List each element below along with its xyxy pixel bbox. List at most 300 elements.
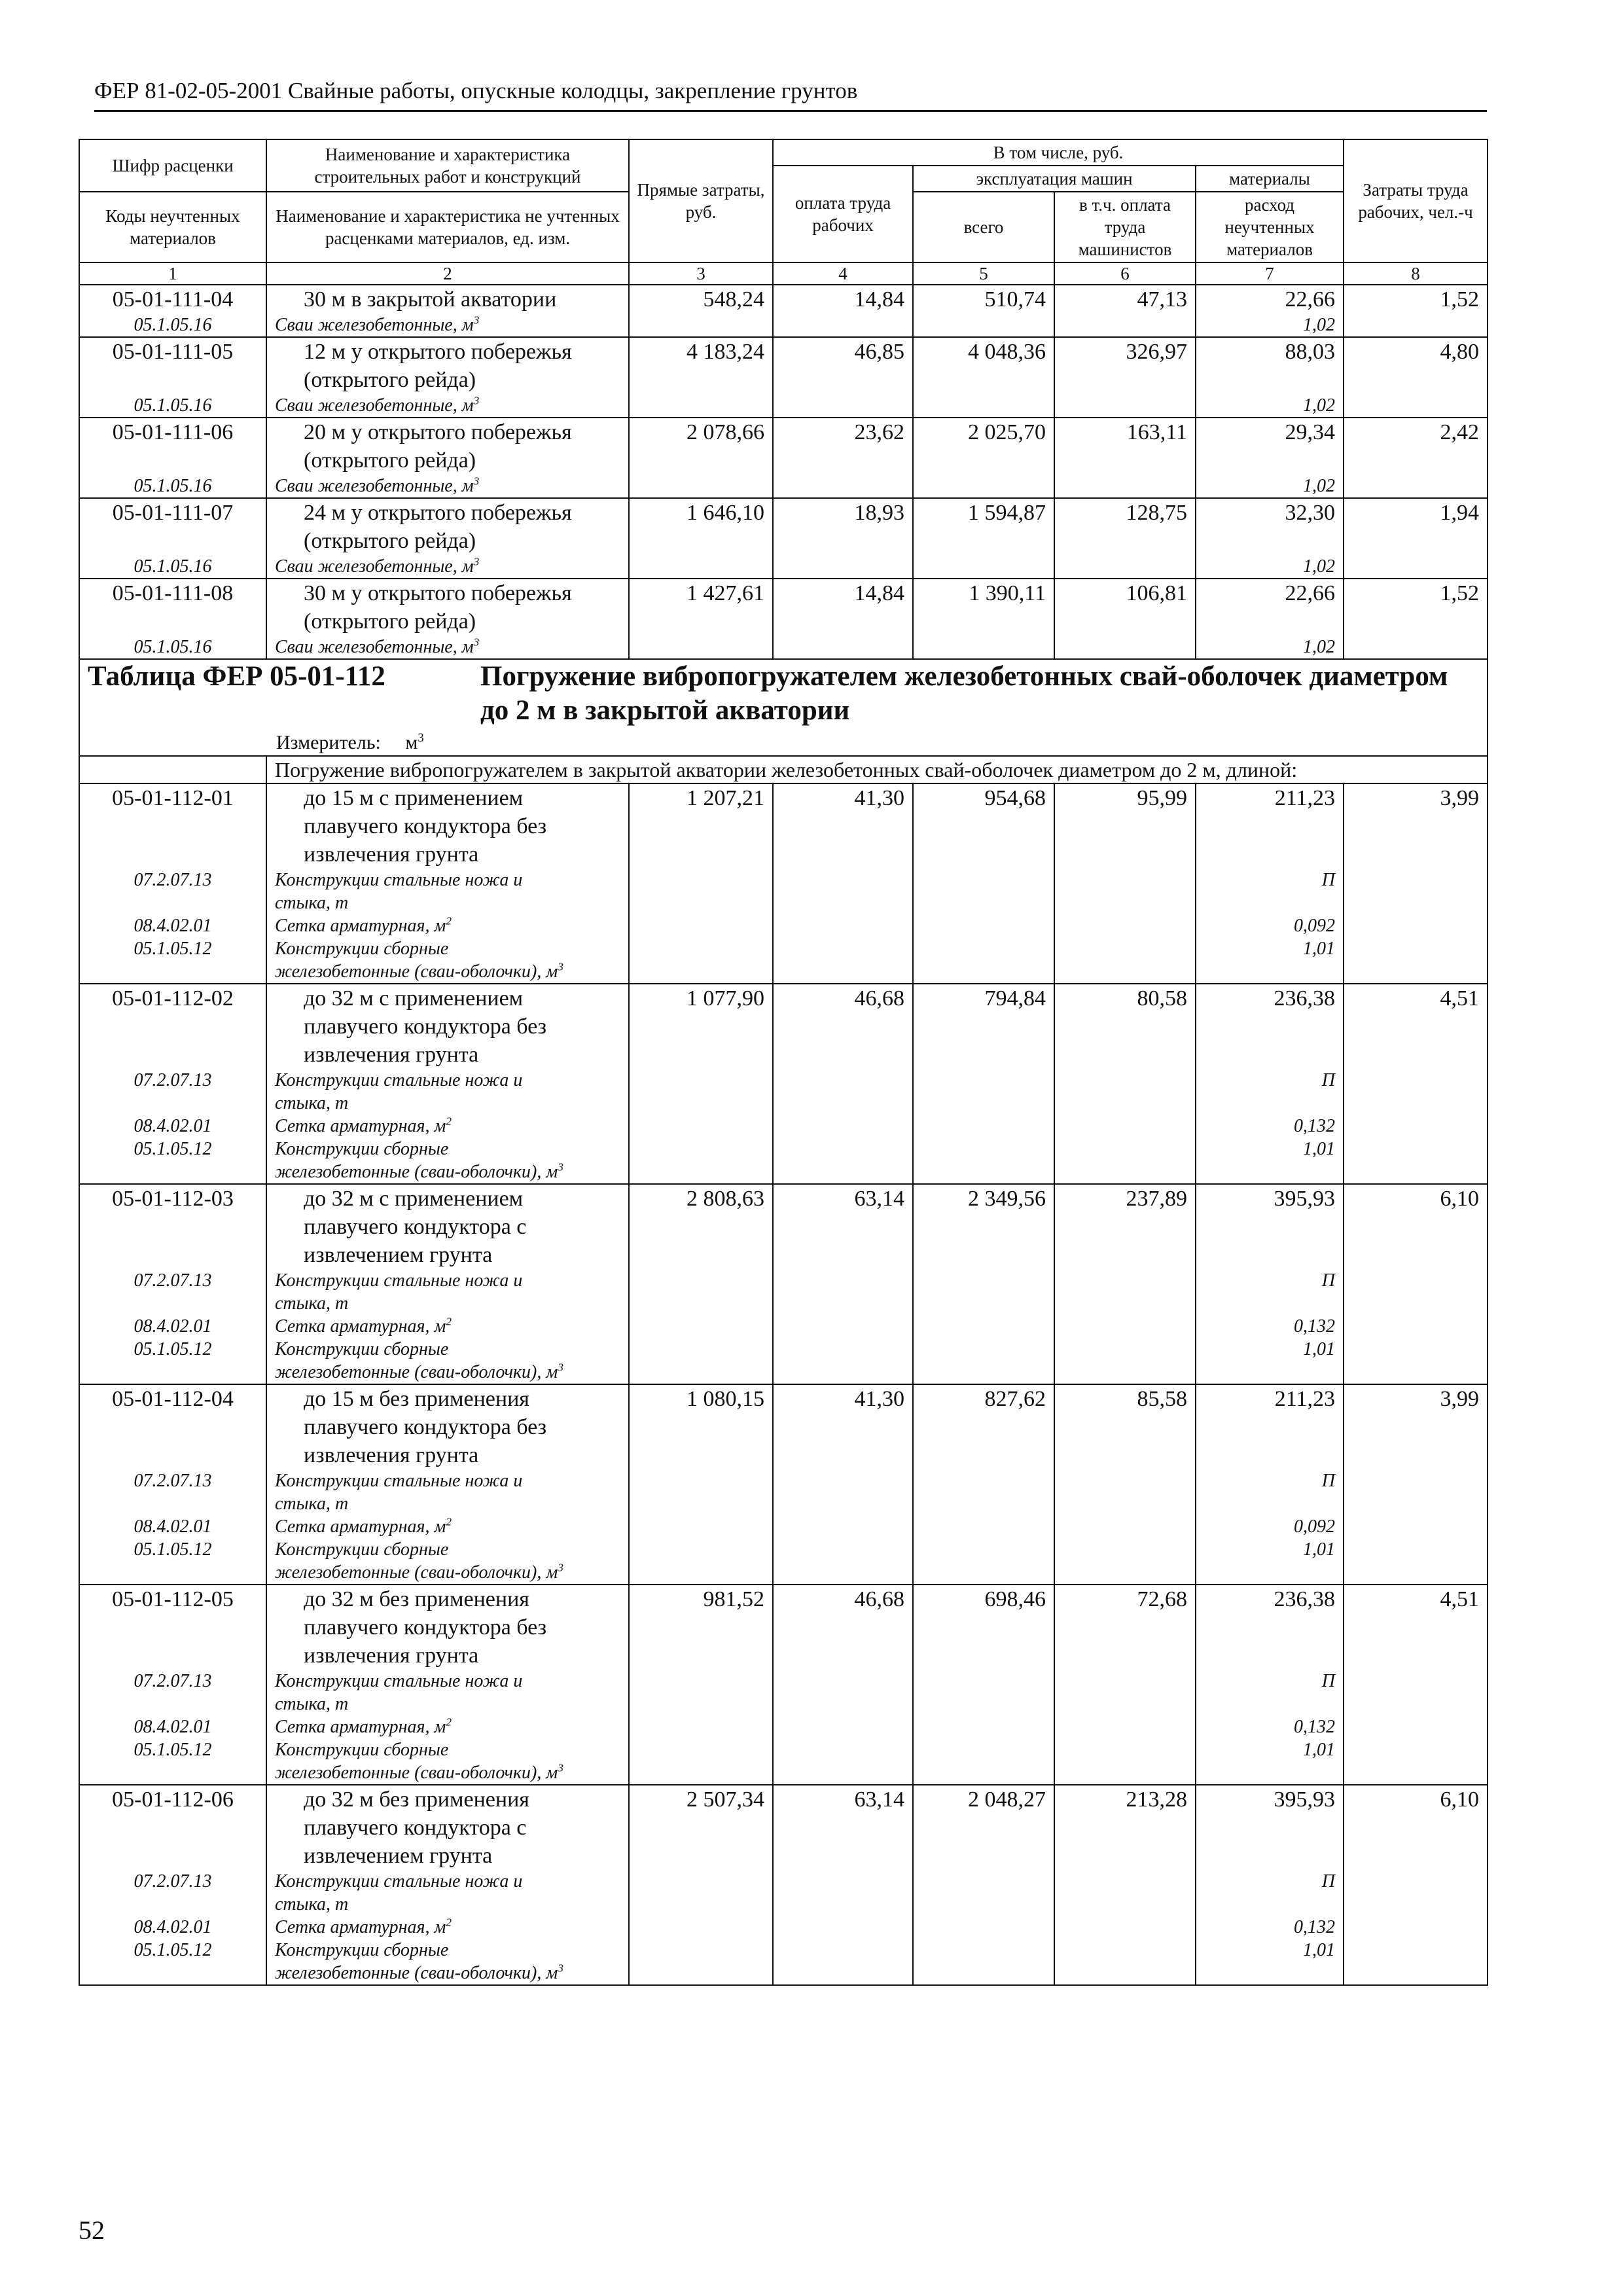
material-quantity: [1196, 1292, 1344, 1315]
material-unit-exponent: 3: [558, 1361, 563, 1374]
material-name: Конструкции стальные ножа и: [275, 1070, 523, 1090]
empty-cell: [1344, 1315, 1488, 1338]
material-name: Конструкции стальные ножа и: [275, 1671, 523, 1691]
material-name-cell: [266, 1939, 629, 1962]
empty-cell: [773, 1561, 913, 1585]
material-name: Сетка арматурная, м: [275, 1717, 446, 1737]
material-name: стыка, т: [275, 1093, 349, 1113]
empty-cell: [629, 1761, 773, 1785]
material-quantity: П: [1196, 869, 1344, 891]
empty-cell: [1054, 1492, 1196, 1515]
material-name-cell: [266, 1870, 629, 1893]
header-machine-labor-pay: в т.ч. оплата труда машинистов: [1054, 192, 1196, 262]
machine-labor-pay: 128,75: [1054, 498, 1196, 555]
empty-cell: [773, 1916, 913, 1939]
material-unit-exponent: 3: [558, 1962, 563, 1975]
material-unit-exponent: 3: [558, 1561, 563, 1574]
material-unit-exponent: 2: [446, 1515, 452, 1528]
empty-cell: [629, 1138, 773, 1160]
material-name: Конструкции стальные ножа и: [275, 1871, 523, 1892]
direct-costs: 1 207,21: [629, 783, 773, 869]
material-name: стыка, т: [275, 1694, 349, 1714]
material-quantity: П: [1196, 1069, 1344, 1092]
material-code: 07.2.07.13: [79, 869, 266, 891]
empty-cell: [1344, 1269, 1488, 1292]
empty-cell: [773, 636, 913, 659]
empty-cell: [773, 1962, 913, 1985]
material-quantity: 0,132: [1196, 1115, 1344, 1138]
direct-costs: 1 077,90: [629, 984, 773, 1069]
section-intro: Погружение вибропогружателем в закрытой акватории железобетонных свай-оболочек диаметром до 2 м, длиной:: [266, 756, 1488, 783]
material-name-cell: [266, 1160, 629, 1184]
empty-cell: [1054, 1761, 1196, 1785]
labor-hours: 3,99: [1344, 783, 1488, 869]
material-name-cell: [266, 1670, 629, 1693]
material-row: [79, 1715, 1488, 1738]
empty-cell: [1054, 394, 1196, 418]
material-row: [79, 1893, 1488, 1916]
rate-name-cell: [266, 1785, 629, 1870]
rate-name: 24 м у открытого побережья (открытого рейда): [304, 501, 572, 553]
empty-cell: [1344, 475, 1488, 498]
machine-labor-pay: 106,81: [1054, 579, 1196, 636]
material-name: Сваи железобетонные, м: [275, 315, 474, 335]
material-row: [79, 869, 1488, 891]
empty-cell: [1054, 937, 1196, 960]
rate-code: 05-01-111-06: [79, 418, 266, 475]
material-quantity: 1,02: [1196, 314, 1344, 337]
material-row: [79, 1292, 1488, 1315]
material-name: Конструкции сборные: [275, 1139, 449, 1159]
direct-costs: 2 808,63: [629, 1184, 773, 1269]
empty-cell: [773, 1492, 913, 1515]
rate-row: [79, 1785, 1488, 1870]
empty-cell: [629, 1893, 773, 1916]
empty-cell: [629, 1561, 773, 1585]
empty-cell: [629, 1670, 773, 1693]
material-code: 08.4.02.01: [79, 1916, 266, 1939]
material-name-cell: [266, 555, 629, 579]
empty-cell: [773, 555, 913, 579]
empty-cell: [773, 891, 913, 914]
material-name-cell: [266, 1693, 629, 1715]
empty-cell: [773, 314, 913, 337]
empty-cell: [913, 1315, 1054, 1338]
material-name-cell: [266, 1715, 629, 1738]
material-name: Сетка арматурная, м: [275, 1316, 446, 1336]
material-code: 07.2.07.13: [79, 1469, 266, 1492]
empty-cell: [1344, 1939, 1488, 1962]
material-name: Сваи железобетонные, м: [275, 556, 474, 577]
material-name-cell: [266, 1561, 629, 1585]
material-quantity: 1,01: [1196, 1338, 1344, 1361]
material-unit-exponent: 2: [446, 1715, 452, 1729]
rate-code: 05-01-112-06: [79, 1785, 266, 1870]
section-112: [79, 659, 1488, 783]
material-quantity: 1,02: [1196, 555, 1344, 579]
header-code-top: Шифр расценки: [79, 139, 266, 192]
rate-code: 05-01-111-04: [79, 285, 266, 314]
material-row: [79, 1738, 1488, 1761]
empty-cell: [629, 1693, 773, 1715]
empty-cell: [1344, 1538, 1488, 1561]
empty-cell: [629, 1361, 773, 1384]
material-row: [79, 1962, 1488, 1985]
material-quantity: П: [1196, 1269, 1344, 1292]
page-number: 52: [79, 2215, 105, 2245]
rate-name-cell: [266, 783, 629, 869]
machine-labor-pay: 80,58: [1054, 984, 1196, 1069]
empty-cell: [629, 1292, 773, 1315]
table-header: [79, 139, 1488, 285]
material-name: стыка, т: [275, 893, 349, 913]
header-labor-pay: оплата труда рабочих: [773, 166, 913, 262]
empty-cell: [913, 937, 1054, 960]
empty-cell: [773, 960, 913, 984]
empty-cell: [1054, 314, 1196, 337]
labor-hours: 6,10: [1344, 1785, 1488, 1870]
empty-cell: [1344, 555, 1488, 579]
empty-cell: [773, 1269, 913, 1292]
machine-total: 1 390,11: [913, 579, 1054, 636]
empty-cell: [913, 1761, 1054, 1785]
empty-cell: [1344, 1693, 1488, 1715]
empty-cell: [629, 960, 773, 984]
empty-cell: [913, 1515, 1054, 1538]
empty-cell: [913, 1492, 1054, 1515]
material-row: [79, 1492, 1488, 1515]
machine-total: 827,62: [913, 1384, 1054, 1469]
material-unit-exponent: 3: [473, 394, 480, 407]
material-quantity: П: [1196, 1670, 1344, 1693]
material-name: Сетка арматурная, м: [275, 916, 446, 936]
empty-cell: [773, 1092, 913, 1115]
empty-cell: [1344, 1292, 1488, 1315]
empty-cell: [1344, 1561, 1488, 1585]
direct-costs: 1 080,15: [629, 1384, 773, 1469]
empty-cell: [1344, 869, 1488, 891]
empty-cell: [773, 394, 913, 418]
rate-row: [79, 984, 1488, 1069]
header-labor-costs: Затраты труда рабочих, чел.-ч: [1344, 139, 1488, 262]
empty-cell: [1054, 1315, 1196, 1338]
empty-cell: [1344, 1962, 1488, 1985]
machine-labor-pay: 47,13: [1054, 285, 1196, 314]
material-quantity: 1,02: [1196, 394, 1344, 418]
material-quantity: 1,01: [1196, 1538, 1344, 1561]
empty-cell: [773, 1939, 913, 1962]
material-name-cell: [266, 1738, 629, 1761]
empty-cell: [773, 1670, 913, 1693]
material-name: железобетонные (сваи-оболочки), м: [275, 1362, 558, 1382]
col-number: 4: [773, 262, 913, 285]
material-quantity: 1,01: [1196, 1939, 1344, 1962]
material-row: [79, 937, 1488, 960]
labor-pay: 23,62: [773, 418, 913, 475]
labor-pay: 63,14: [773, 1785, 913, 1870]
empty-cell: [1054, 1269, 1196, 1292]
empty-cell: [913, 891, 1054, 914]
material-unit-exponent: 3: [473, 555, 480, 568]
empty-cell: [913, 1962, 1054, 1985]
col-number: 2: [266, 262, 629, 285]
empty-cell: [773, 914, 913, 937]
header-including: В том числе, руб.: [773, 139, 1344, 166]
empty-cell: [913, 1870, 1054, 1893]
rate-row: [79, 337, 1488, 394]
labor-pay: 46,68: [773, 1585, 913, 1670]
material-name: Конструкции стальные ножа и: [275, 870, 523, 890]
rate-name-cell: [266, 418, 629, 475]
material-row: [79, 475, 1488, 498]
empty-cell: [913, 1361, 1054, 1384]
empty-cell: [913, 1069, 1054, 1092]
empty-cell: [913, 555, 1054, 579]
rate-row: [79, 285, 1488, 314]
material-row: [79, 1761, 1488, 1785]
empty-cell: [1054, 636, 1196, 659]
material-row: [79, 1269, 1488, 1292]
empty-cell: [1054, 1361, 1196, 1384]
material-code: 08.4.02.01: [79, 1715, 266, 1738]
empty-cell: [1344, 1160, 1488, 1184]
material-code: 07.2.07.13: [79, 1069, 266, 1092]
rate-row: [79, 579, 1488, 636]
material-quantity: [1196, 1893, 1344, 1916]
material-name-cell: [266, 636, 629, 659]
direct-costs: 1 646,10: [629, 498, 773, 555]
rate-name: 12 м у открытого побережья (открытого рейда): [304, 340, 572, 392]
col-number: 8: [1344, 262, 1488, 285]
material-name: Конструкции сборные: [275, 1940, 449, 1960]
material-row: [79, 1670, 1488, 1693]
material-quantity: 0,092: [1196, 1515, 1344, 1538]
materials-cost: 211,23: [1196, 783, 1344, 869]
header-name-bottom: Наименование и характеристика не учтенных расценками материалов, ед. изм.: [266, 192, 629, 262]
empty-cell: [913, 960, 1054, 984]
machine-total: 954,68: [913, 783, 1054, 869]
empty-cell: [913, 1715, 1054, 1738]
material-name: Конструкции сборные: [275, 939, 449, 959]
empty-cell: [1344, 1715, 1488, 1738]
material-unit-exponent: 3: [473, 475, 480, 488]
material-quantity: [1196, 1361, 1344, 1384]
empty-cell: [1054, 1715, 1196, 1738]
rate-name: до 15 м без применения плавучего кондуктора без извлечения грунта: [304, 1387, 547, 1467]
material-name: железобетонные (сваи-оболочки), м: [275, 1963, 558, 1983]
header-direct-costs: Прямые затраты, руб.: [629, 139, 773, 262]
material-quantity: [1196, 1160, 1344, 1184]
empty-cell: [913, 1138, 1054, 1160]
material-code: 05.1.05.12: [79, 1738, 266, 1761]
empty-cell: [913, 1115, 1054, 1138]
material-code: [79, 1561, 266, 1585]
rates-table: [79, 139, 1488, 1986]
materials-cost: 32,30: [1196, 498, 1344, 555]
material-name-cell: [266, 1893, 629, 1916]
empty-cell: [1054, 1160, 1196, 1184]
empty-cell: [629, 314, 773, 337]
empty-cell: [1344, 1092, 1488, 1115]
labor-pay: 14,84: [773, 285, 913, 314]
materials-cost: 395,93: [1196, 1184, 1344, 1269]
material-row: [79, 891, 1488, 914]
material-code: [79, 891, 266, 914]
machine-total: 698,46: [913, 1585, 1054, 1670]
rate-code: 05-01-112-04: [79, 1384, 266, 1469]
machine-total: 2 349,56: [913, 1184, 1054, 1269]
material-row: [79, 960, 1488, 984]
material-quantity: [1196, 960, 1344, 984]
material-code: 05.1.05.16: [79, 394, 266, 418]
material-name-cell: [266, 475, 629, 498]
rate-row: [79, 1184, 1488, 1269]
empty-cell: [1344, 1069, 1488, 1092]
material-name-cell: [266, 1115, 629, 1138]
section-title: Погружение вибропогружателем железобетонных свай-оболочек диаметром до 2 м в закрытой акватории: [480, 661, 1448, 726]
material-row: [79, 1138, 1488, 1160]
material-code: 07.2.07.13: [79, 1870, 266, 1893]
empty-cell: [629, 1069, 773, 1092]
empty-cell: [1344, 1870, 1488, 1893]
material-row: [79, 914, 1488, 937]
labor-hours: 1,94: [1344, 498, 1488, 555]
unit-label: Измеритель:: [276, 732, 381, 753]
material-quantity: [1196, 1561, 1344, 1585]
empty-cell: [629, 1115, 773, 1138]
empty-cell: [629, 1269, 773, 1292]
empty-cell: [773, 1870, 913, 1893]
header-materials: материалы: [1196, 166, 1344, 192]
page-header: ФЕР 81-02-05-2001 Свайные работы, опускные колодцы, закрепление грунтов: [94, 76, 1487, 112]
material-row: [79, 1160, 1488, 1184]
rate-code: 05-01-111-05: [79, 337, 266, 394]
material-name: железобетонные (сваи-оболочки), м: [275, 961, 558, 982]
empty-cell: [629, 1160, 773, 1184]
empty-cell: [1054, 1893, 1196, 1916]
empty-cell: [773, 1515, 913, 1538]
empty-cell: [1054, 1939, 1196, 1962]
material-row: [79, 1538, 1488, 1561]
material-quantity: [1196, 1092, 1344, 1115]
empty-cell: [773, 1761, 913, 1785]
material-name: Конструкции сборные: [275, 1539, 449, 1560]
rate-row: [79, 498, 1488, 555]
empty-cell: [913, 1538, 1054, 1561]
material-code: 08.4.02.01: [79, 1115, 266, 1138]
machine-total: 4 048,36: [913, 337, 1054, 394]
empty-cell: [1054, 1338, 1196, 1361]
material-name-cell: [266, 394, 629, 418]
material-name: Конструкции стальные ножа и: [275, 1270, 523, 1291]
empty-cell: [1054, 1292, 1196, 1315]
material-name: железобетонные (сваи-оболочки), м: [275, 1763, 558, 1783]
direct-costs: 4 183,24: [629, 337, 773, 394]
material-code: 08.4.02.01: [79, 914, 266, 937]
material-unit-exponent: 2: [446, 1916, 452, 1929]
empty-cell: [773, 1893, 913, 1916]
material-quantity: [1196, 891, 1344, 914]
material-code: [79, 1962, 266, 1985]
machine-labor-pay: 213,28: [1054, 1785, 1196, 1870]
empty-cell: [1344, 1115, 1488, 1138]
material-code: [79, 1160, 266, 1184]
empty-cell: [1054, 914, 1196, 937]
empty-cell: [1344, 1469, 1488, 1492]
empty-cell: [629, 394, 773, 418]
rate-name-cell: [266, 984, 629, 1069]
table-body-112: [79, 783, 1488, 1985]
empty-cell: [1344, 1893, 1488, 1916]
empty-cell: [913, 1092, 1054, 1115]
empty-cell: [1054, 475, 1196, 498]
labor-pay: 46,85: [773, 337, 913, 394]
material-name-cell: [266, 937, 629, 960]
material-quantity: 0,132: [1196, 1715, 1344, 1738]
empty-cell: [1054, 1916, 1196, 1939]
material-code: 05.1.05.16: [79, 555, 266, 579]
material-code: 05.1.05.12: [79, 1338, 266, 1361]
material-row: [79, 1515, 1488, 1538]
empty-cell: [1344, 960, 1488, 984]
material-unit-exponent: 3: [558, 960, 563, 973]
materials-cost: 22,66: [1196, 285, 1344, 314]
material-code: 05.1.05.12: [79, 1138, 266, 1160]
empty-cell: [773, 1115, 913, 1138]
empty-cell: [1344, 891, 1488, 914]
empty-cell: [1344, 636, 1488, 659]
labor-pay: 41,30: [773, 783, 913, 869]
rate-code: 05-01-112-01: [79, 783, 266, 869]
empty-cell: [1344, 314, 1488, 337]
direct-costs: 2 078,66: [629, 418, 773, 475]
material-name-cell: [266, 891, 629, 914]
empty-cell: [1344, 1361, 1488, 1384]
material-quantity: 0,132: [1196, 1916, 1344, 1939]
material-code: 08.4.02.01: [79, 1515, 266, 1538]
material-name-cell: [266, 869, 629, 891]
empty-cell: [913, 914, 1054, 937]
material-name: стыка, т: [275, 1293, 349, 1314]
empty-cell: [913, 1269, 1054, 1292]
empty-cell: [1054, 1092, 1196, 1115]
material-name-cell: [266, 1292, 629, 1315]
empty-cell: [629, 1515, 773, 1538]
labor-pay: 14,84: [773, 579, 913, 636]
material-row: [79, 636, 1488, 659]
material-code: [79, 1893, 266, 1916]
direct-costs: 548,24: [629, 285, 773, 314]
material-name-cell: [266, 1492, 629, 1515]
empty-cell: [629, 1092, 773, 1115]
empty-cell: [1054, 1515, 1196, 1538]
empty-cell: [773, 475, 913, 498]
material-name: Конструкции сборные: [275, 1339, 449, 1359]
header-name-top: Наименование и характеристика строительных работ и конструкций: [266, 139, 629, 192]
empty-cell: [629, 636, 773, 659]
empty-cell: [1054, 1962, 1196, 1985]
material-unit-exponent: 3: [473, 314, 480, 327]
empty-cell: [1054, 1561, 1196, 1585]
unit-value: м: [405, 732, 418, 753]
empty-cell: [773, 1693, 913, 1715]
material-row: [79, 1115, 1488, 1138]
rate-code: 05-01-111-08: [79, 579, 266, 636]
machine-labor-pay: 237,89: [1054, 1184, 1196, 1269]
labor-pay: 18,93: [773, 498, 913, 555]
machine-total: 510,74: [913, 285, 1054, 314]
material-name-cell: [266, 1916, 629, 1939]
